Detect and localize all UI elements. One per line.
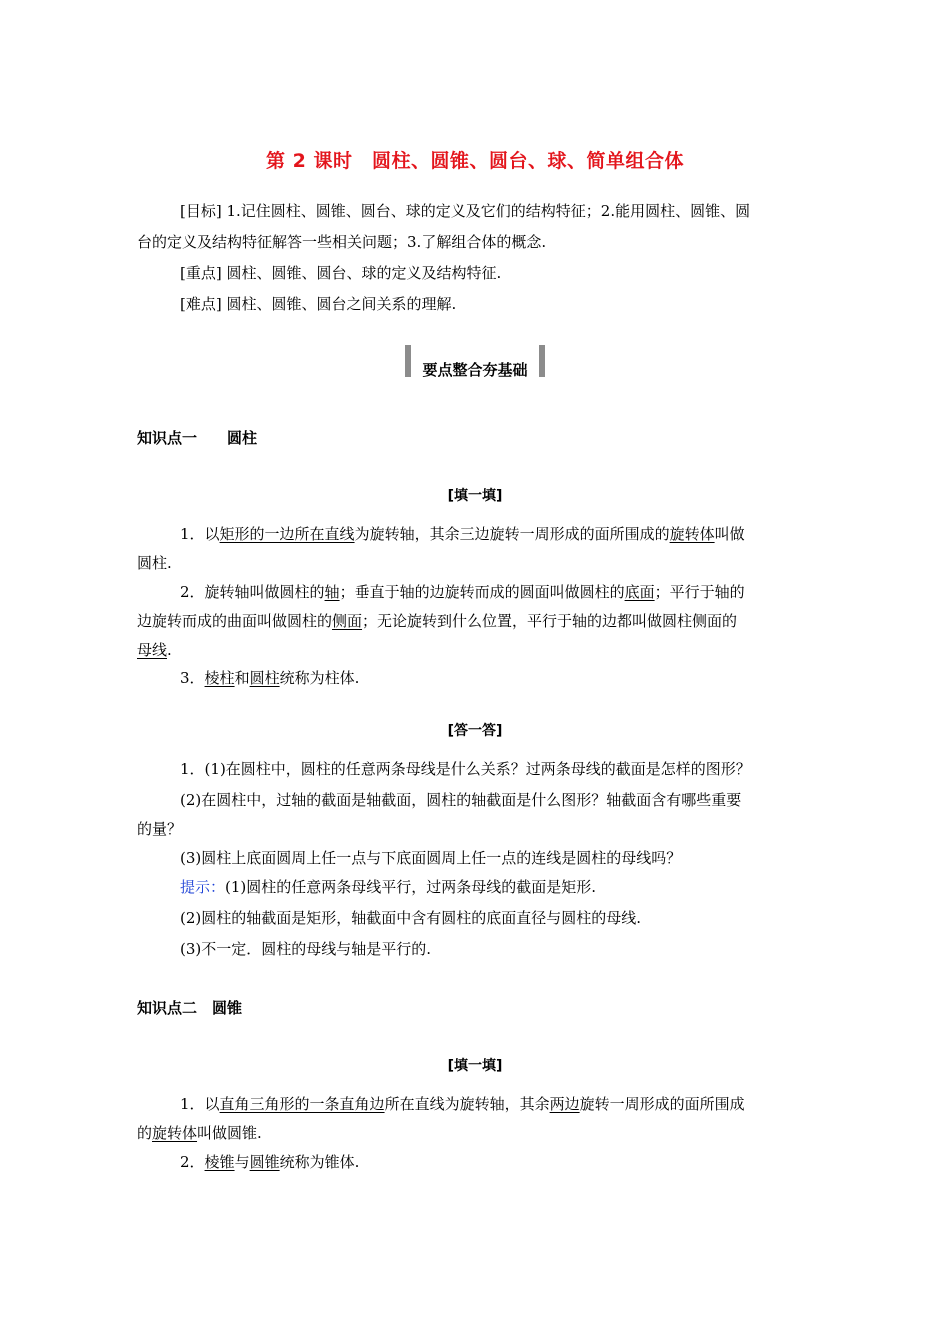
s1-p1 — [180, 524, 817, 544]
text: 所在直线为旋转轴，其余 — [384, 1095, 550, 1113]
knowledge-point-1-heading: 知识点一 圆柱 — [137, 429, 258, 447]
blank-answer: 旋转体 — [669, 525, 715, 543]
goal-line — [180, 201, 817, 221]
s1-p2-line3 — [137, 640, 817, 660]
text: 1．以 — [180, 525, 220, 543]
text: 统称为柱体. — [279, 669, 360, 687]
text: 1．以 — [180, 1095, 220, 1113]
key-line — [180, 263, 817, 283]
text: 的 — [137, 1124, 153, 1142]
s1-p3 — [180, 668, 817, 688]
question-2-cont: 的量？ — [137, 820, 183, 838]
key-label: [重点] — [180, 264, 222, 282]
text: 3． — [180, 669, 205, 687]
question-2: (2)在圆柱中，过轴的截面是轴截面，圆柱的轴截面是什么图形？轴截面含有哪些重要 — [180, 791, 742, 809]
text: 统称为锥体. — [279, 1153, 360, 1171]
difficulty-text: 圆柱、圆锥、圆台之间关系的理解. — [221, 295, 457, 313]
answer-text: (1)圆柱的任意两条母线平行，过两条母线的截面是矩形. — [225, 878, 597, 896]
blank-answer: 两边 — [549, 1095, 580, 1113]
text: 边旋转而成的曲面叫做圆柱的 — [137, 612, 333, 630]
goal-text: 1.记住圆柱、圆锥、圆台、球的定义及它们的结构特征；2.能用圆柱、圆锥、圆 — [221, 202, 751, 220]
goal-line-2: 台的定义及结构特征解答一些相关问题；3.了解组合体的概念. — [137, 233, 547, 251]
s2-p2 — [180, 1152, 817, 1172]
text: 和 — [234, 669, 250, 687]
banner-title: 要点整合夯基础 — [422, 361, 528, 379]
s2-p1-line2 — [137, 1123, 817, 1143]
goal-label: [目标] — [180, 202, 222, 220]
banner-right-bar — [539, 345, 545, 377]
s1-p2-line2 — [137, 611, 817, 631]
answer-3: (3)不一定．圆柱的母线与轴是平行的. — [180, 940, 432, 958]
blank-answer: 棱柱 — [204, 669, 235, 687]
fill-in-heading-1: [填一填] — [447, 488, 503, 504]
s1-p1-cont: 圆柱. — [137, 554, 172, 572]
key-text: 圆柱、圆锥、圆台、球的定义及结构特征. — [221, 264, 502, 282]
text: ；垂直于轴的边旋转而成的圆面叫做圆柱的 — [339, 583, 625, 601]
lesson-title: 第 2 课时 圆柱、圆锥、圆台、球、简单组合体 — [266, 150, 684, 172]
answer-2: (2)圆柱的轴截面是矩形，轴截面中含有圆柱的底面直径与圆柱的母线. — [180, 909, 642, 927]
text: 叫做 — [714, 525, 745, 543]
blank-answer: 母线 — [137, 641, 168, 659]
blank-answer: 侧面 — [332, 612, 363, 630]
answer-1 — [180, 877, 817, 897]
text: ；平行于轴的 — [654, 583, 745, 601]
question-1: 1．(1)在圆柱中，圆柱的任意两条母线是什么关系？过两条母线的截面是怎样的图形？ — [180, 760, 751, 778]
difficulty-line — [180, 294, 817, 314]
text: 为旋转轴，其余三边旋转一周形成的面所围成的 — [354, 525, 670, 543]
blank-answer: 矩形的一边所在直线 — [219, 525, 355, 543]
text: ；无论旋转到什么位置，平行于轴的边都叫做圆柱侧面的 — [362, 612, 738, 630]
blank-answer: 轴 — [324, 583, 340, 601]
s2-p1 — [180, 1094, 817, 1114]
blank-answer: 圆柱 — [249, 669, 280, 687]
blank-answer: 直角三角形的一条直角边 — [219, 1095, 385, 1113]
text: . — [167, 641, 172, 659]
text: 叫做圆锥. — [197, 1124, 262, 1142]
difficulty-label: [难点] — [180, 295, 222, 313]
question-3: (3)圆柱上底面圆周上任一点与下底面圆周上任一点的连线是圆柱的母线吗？ — [180, 849, 682, 867]
blank-answer: 底面 — [624, 583, 655, 601]
blank-answer: 棱锥 — [204, 1153, 235, 1171]
text: 与 — [234, 1153, 250, 1171]
s1-p2 — [180, 582, 817, 602]
section-banner — [405, 345, 545, 381]
text: 2．旋转轴叫做圆柱的 — [180, 583, 325, 601]
blank-answer: 旋转体 — [152, 1124, 198, 1142]
fill-in-heading-2: [填一填] — [447, 1058, 503, 1074]
answer-heading: [答一答] — [447, 723, 503, 739]
blank-answer: 圆锥 — [249, 1153, 280, 1171]
hint-label: 提示： — [180, 878, 226, 896]
text: 旋转一周形成的面所围成 — [579, 1095, 745, 1113]
text: 2． — [180, 1153, 205, 1171]
knowledge-point-2-heading: 知识点二 圆锥 — [137, 999, 243, 1017]
